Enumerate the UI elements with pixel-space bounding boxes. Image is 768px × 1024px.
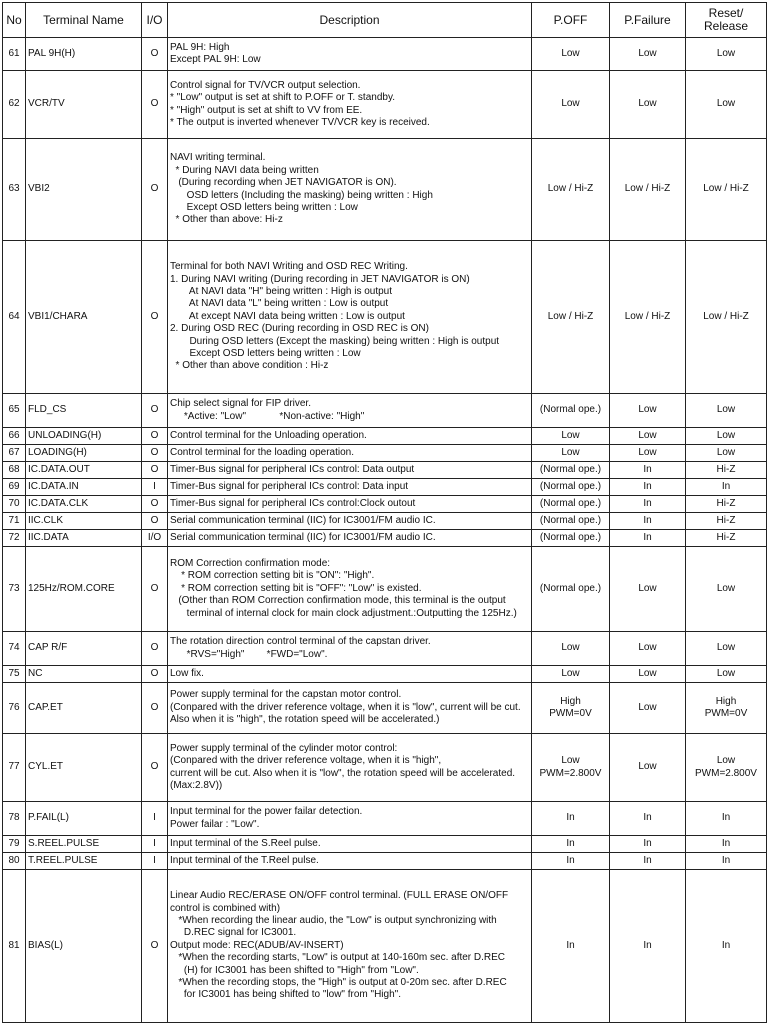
description-cell (168, 802, 532, 836)
pin-number: 77 (3, 734, 26, 802)
terminal-name: IC.DATA.OUT (26, 462, 142, 479)
description-line: Output mode: REC(ADUB/AV-INSERT) (170, 939, 344, 951)
pin-number: 69 (3, 479, 26, 496)
p-failure-state: Low (610, 632, 686, 666)
p-failure-state: Low (610, 666, 686, 683)
p-failure-state: Low / Hi-Z (610, 139, 686, 241)
description-cell (168, 632, 532, 666)
io-direction: O (142, 683, 168, 734)
description-cell (168, 462, 532, 479)
p-off-state: Low / Hi-Z (532, 241, 610, 394)
pin-number: 79 (3, 836, 26, 853)
description-cell (168, 71, 532, 139)
terminal-name: S.REEL.PULSE (26, 836, 142, 853)
terminal-name: BIAS(L) (26, 870, 142, 1023)
reset-release-state: Low (686, 666, 767, 683)
reset-release-state: In (686, 802, 767, 836)
header-p-off: P.OFF (532, 3, 610, 38)
pin-number: 76 (3, 683, 26, 734)
table-row (3, 445, 767, 462)
description-cell (168, 836, 532, 853)
io-direction: O (142, 71, 168, 139)
description-cell (168, 683, 532, 734)
table-row (3, 683, 767, 734)
description-cell (168, 853, 532, 870)
description-line: (Max:2.8V)) (170, 779, 223, 791)
p-failure-state: Low (610, 394, 686, 428)
description-line: * Other than above: Hi-z (170, 214, 283, 226)
p-off-state: Low (532, 445, 610, 462)
description-line: Power failar : "Low". (170, 818, 260, 830)
description-line: current will be cut. Also when it is "low", the rotation speed will be accelerated. (170, 767, 516, 779)
pin-number: 81 (3, 870, 26, 1023)
reset-release-state: Low (686, 38, 767, 71)
p-off-state: Low PWM=2.800V (532, 734, 610, 802)
p-failure-state: Low (610, 71, 686, 139)
description-cell (168, 38, 532, 71)
reset-release-state: Low PWM=2.800V (686, 734, 767, 802)
table-row (3, 71, 767, 139)
p-failure-state: Low (610, 38, 686, 71)
description-cell (168, 394, 532, 428)
reset-release-state: Low / Hi-Z (686, 241, 767, 394)
table-row (3, 802, 767, 836)
description-line: Timer-Bus signal for peripheral ICs control:Clock outout (170, 497, 416, 509)
description-line: At except NAVI data being written : Low is output (170, 310, 405, 322)
table-row (3, 139, 767, 241)
io-direction: O (142, 734, 168, 802)
description-line: (Other than ROM Correction confirmation mode, this terminal is the output (170, 595, 506, 607)
p-failure-state: Low (610, 683, 686, 734)
description-line: *When the recording starts, "Low" is output at 140-160m sec. after D.REC (170, 952, 506, 964)
header-description: Description (168, 3, 532, 38)
terminal-name: 125Hz/ROM.CORE (26, 547, 142, 632)
description-cell (168, 530, 532, 547)
description-line: * ROM correction setting bit is "OFF": "Low" is existed. (170, 582, 422, 594)
terminal-name: CYL.ET (26, 734, 142, 802)
pin-number: 68 (3, 462, 26, 479)
p-off-state: In (532, 870, 610, 1023)
description-line: *RVS="High" *FWD="Low". (170, 648, 328, 660)
io-direction: O (142, 394, 168, 428)
description-line: Terminal for both NAVI Writing and OSD REC Writing. (170, 261, 408, 273)
p-off-state: (Normal ope.) (532, 462, 610, 479)
reset-release-state: Low (686, 71, 767, 139)
description-line: ROM Correction confirmation mode: (170, 557, 331, 569)
description-line: Except OSD letters being written : Low (170, 201, 358, 213)
description-line: Except PAL 9H: Low (170, 54, 261, 65)
header-reset-release: Reset/ Release (686, 3, 767, 38)
p-failure-state: In (610, 479, 686, 496)
p-failure-state: In (610, 462, 686, 479)
reset-release-state: Low (686, 428, 767, 445)
table-row (3, 870, 767, 1023)
reset-release-state: In (686, 870, 767, 1023)
pin-number: 70 (3, 496, 26, 513)
description-cell (168, 428, 532, 445)
terminal-name: LOADING(H) (26, 445, 142, 462)
terminal-spec-sheet (2, 2, 766, 1022)
description-line: At NAVI data "H" being written : High is output (170, 285, 393, 297)
table-row (3, 632, 767, 666)
io-direction: O (142, 241, 168, 394)
description-line: Serial communication terminal (IIC) for IC3001/FM audio IC. (170, 514, 436, 526)
description-line: for IC3001 has being shifted to "low" from "High". (170, 989, 401, 1001)
p-off-state: (Normal ope.) (532, 530, 610, 547)
io-direction: O (142, 139, 168, 241)
header-io: I/O (142, 3, 168, 38)
description-cell (168, 241, 532, 394)
description-line: Control terminal for the Unloading operation. (170, 429, 367, 441)
p-failure-state: Low (610, 734, 686, 802)
pin-number: 67 (3, 445, 26, 462)
reset-release-state: Low (686, 394, 767, 428)
description-line: Low fix. (170, 667, 204, 679)
p-off-state: In (532, 802, 610, 836)
table-row (3, 547, 767, 632)
p-off-state: (Normal ope.) (532, 479, 610, 496)
description-cell (168, 547, 532, 632)
p-failure-state: Low (610, 445, 686, 462)
pin-number: 65 (3, 394, 26, 428)
description-cell (168, 666, 532, 683)
description-line: Input terminal of the T.Reel pulse. (170, 854, 319, 866)
description-line: Control signal for TV/VCR output selection. (170, 79, 361, 91)
p-failure-state: In (610, 530, 686, 547)
description-line: Serial communication terminal (IIC) for IC3001/FM audio IC. (170, 531, 436, 543)
pin-number: 61 (3, 38, 26, 71)
reset-release-state: In (686, 479, 767, 496)
io-direction: O (142, 870, 168, 1023)
table-row (3, 853, 767, 870)
io-direction: O (142, 38, 168, 71)
p-off-state: (Normal ope.) (532, 496, 610, 513)
pin-number: 80 (3, 853, 26, 870)
p-off-state: (Normal ope.) (532, 547, 610, 632)
description-cell (168, 734, 532, 802)
terminal-name: FLD_CS (26, 394, 142, 428)
description-line: (Conpared with the driver reference voltage, when it is "low", current will be cut. (170, 701, 521, 713)
description-line: Chip select signal for FIP driver. (170, 398, 311, 410)
p-failure-state: In (610, 870, 686, 1023)
description-cell (168, 513, 532, 530)
p-failure-state: Low / Hi-Z (610, 241, 686, 394)
p-off-state: (Normal ope.) (532, 394, 610, 428)
terminal-name: VBI1/CHARA (26, 241, 142, 394)
description-line: Timer-Bus signal for peripheral ICs control: Data input (170, 480, 409, 492)
description-line: * Other than above condition : Hi-z (170, 360, 329, 372)
table-row (3, 734, 767, 802)
description-line: (H) for IC3001 has been shifted to "High" from "Low". (170, 964, 419, 976)
p-failure-state: In (610, 853, 686, 870)
header-p-failure: P.Failure (610, 3, 686, 38)
pin-number: 63 (3, 139, 26, 241)
io-direction: I/O (142, 530, 168, 547)
table-row (3, 394, 767, 428)
description-line: NAVI writing terminal. (170, 152, 266, 164)
description-line: (Conpared with the driver reference voltage, when it is "high", (170, 755, 442, 767)
p-off-state: In (532, 853, 610, 870)
terminal-name: NC (26, 666, 142, 683)
reset-release-state: Hi-Z (686, 496, 767, 513)
reset-release-state: High PWM=0V (686, 683, 767, 734)
pin-number: 62 (3, 71, 26, 139)
table-row (3, 479, 767, 496)
pin-number: 71 (3, 513, 26, 530)
description-cell (168, 479, 532, 496)
reset-release-state: Low / Hi-Z (686, 139, 767, 241)
io-direction: O (142, 445, 168, 462)
description-line: Power supply terminal for the capstan motor control. (170, 689, 402, 701)
description-line: (During recording when JET NAVIGATOR is ON). (170, 177, 397, 189)
description-cell (168, 496, 532, 513)
io-direction: I (142, 479, 168, 496)
pin-number: 72 (3, 530, 26, 547)
p-off-state: Low / Hi-Z (532, 139, 610, 241)
pin-number: 73 (3, 547, 26, 632)
pin-number: 74 (3, 632, 26, 666)
reset-release-state: Hi-Z (686, 530, 767, 547)
reset-release-state: In (686, 836, 767, 853)
p-failure-state: In (610, 802, 686, 836)
description-line: * The output is inverted whenever TV/VCR key is received. (170, 116, 430, 128)
p-off-state: Low (532, 428, 610, 445)
io-direction: O (142, 428, 168, 445)
terminal-name: T.REEL.PULSE (26, 853, 142, 870)
description-cell (168, 870, 532, 1023)
terminal-name: CAP.ET (26, 683, 142, 734)
io-direction: O (142, 632, 168, 666)
terminal-name: IC.DATA.CLK (26, 496, 142, 513)
table-row (3, 38, 767, 71)
description-line: Also when it is "high", the rotation speed will be accelerated.) (170, 714, 440, 726)
table-row (3, 462, 767, 479)
terminal-name: P.FAIL(L) (26, 802, 142, 836)
reset-release-state: Low (686, 632, 767, 666)
table-row (3, 530, 767, 547)
description-line: * ROM correction setting bit is "ON": "High". (170, 570, 375, 582)
p-off-state: Low (532, 38, 610, 71)
io-direction: O (142, 496, 168, 513)
terminal-name: IIC.CLK (26, 513, 142, 530)
io-direction: O (142, 462, 168, 479)
p-failure-state: Low (610, 547, 686, 632)
p-failure-state: Low (610, 428, 686, 445)
description-line: * "Low" output is set at shift to P.OFF or T. standby. (170, 92, 395, 104)
reset-release-state: In (686, 853, 767, 870)
terminal-name: CAP R/F (26, 632, 142, 666)
description-line: Except OSD letters being written : Low (170, 348, 361, 360)
pin-number: 64 (3, 241, 26, 394)
io-direction: I (142, 836, 168, 853)
table-body (3, 38, 767, 1023)
pin-number: 66 (3, 428, 26, 445)
description-line: Input terminal for the power failar detection. (170, 806, 363, 818)
table-row (3, 428, 767, 445)
io-direction: I (142, 853, 168, 870)
table-header-row (3, 3, 767, 38)
terminal-name: VBI2 (26, 139, 142, 241)
description-line: The rotation direction control terminal of the capstan driver. (170, 636, 431, 648)
terminal-name: PAL 9H(H) (26, 38, 142, 71)
table-row (3, 496, 767, 513)
table-row (3, 241, 767, 394)
reset-release-state: Low (686, 445, 767, 462)
description-cell (168, 445, 532, 462)
io-direction: O (142, 547, 168, 632)
p-off-state: High PWM=0V (532, 683, 610, 734)
description-line: Linear Audio REC/ERASE ON/OFF control terminal. (FULL ERASE ON/OFF (170, 890, 509, 902)
p-off-state: Low (532, 71, 610, 139)
p-failure-state: In (610, 513, 686, 530)
description-line: OSD letters (Including the masking) being written : High (170, 189, 433, 201)
p-off-state: In (532, 836, 610, 853)
description-line: *When the recording stops, the "High" is output at 0-20m sec. after D.REC (170, 977, 507, 989)
header-no: No (3, 3, 26, 38)
description-cell (168, 139, 532, 241)
terminal-name: IIC.DATA (26, 530, 142, 547)
io-direction: I (142, 802, 168, 836)
p-off-state: (Normal ope.) (532, 513, 610, 530)
terminal-name: IC.DATA.IN (26, 479, 142, 496)
terminal-name: VCR/TV (26, 71, 142, 139)
p-off-state: Low (532, 666, 610, 683)
p-failure-state: In (610, 496, 686, 513)
description-line: Input terminal of the S.Reel pulse. (170, 837, 321, 849)
io-direction: O (142, 513, 168, 530)
table-row (3, 666, 767, 683)
description-line: *When recording the linear audio, the "Low" is output synchronizing with (170, 914, 497, 926)
table-row (3, 513, 767, 530)
description-line: * "High" output is set at shift to VV from EE. (170, 104, 363, 116)
description-line: *Active: "Low" *Non-active: "High" (170, 410, 365, 422)
description-line: 2. During OSD REC (During recording in OSD REC is ON) (170, 323, 429, 335)
description-line: * During NAVI data being written (170, 164, 319, 176)
description-line: Power supply terminal of the cylinder motor control: (170, 742, 398, 754)
description-line: Control terminal for the loading operation. (170, 446, 354, 458)
description-line: D.REC signal for IC3001. (170, 927, 297, 939)
reset-release-state: Hi-Z (686, 462, 767, 479)
description-line: control is combined with) (170, 902, 281, 914)
table-row (3, 836, 767, 853)
description-line: PAL 9H: High (170, 41, 230, 53)
terminal-spec-table (2, 2, 767, 1023)
description-line: During OSD letters (Except the masking) being written : High is output (170, 335, 500, 347)
pin-number: 78 (3, 802, 26, 836)
description-line: At NAVI data "L" being written : Low is output (170, 298, 389, 310)
p-off-state: Low (532, 632, 610, 666)
p-failure-state: In (610, 836, 686, 853)
terminal-name: UNLOADING(H) (26, 428, 142, 445)
reset-release-state: Low (686, 547, 767, 632)
reset-release-state: Hi-Z (686, 513, 767, 530)
pin-number: 75 (3, 666, 26, 683)
description-line: Timer-Bus signal for peripheral ICs control: Data output (170, 463, 415, 475)
description-line: terminal of internal clock for main clock adjustment.:Outputting the 125Hz.) (170, 607, 517, 619)
io-direction: O (142, 666, 168, 683)
header-terminal-name: Terminal Name (26, 3, 142, 38)
description-line: 1. During NAVI writing (During recording in JET NAVIGATOR is ON) (170, 273, 470, 285)
